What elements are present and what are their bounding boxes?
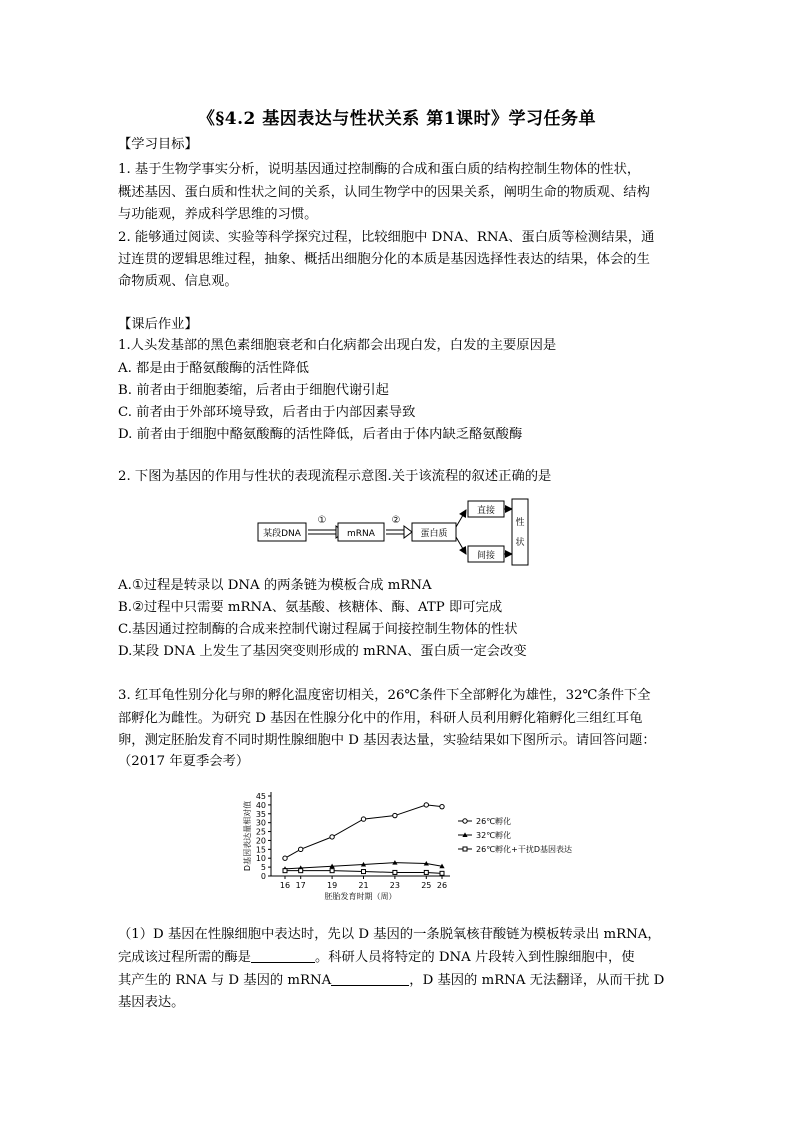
d-gene-expression-chart bbox=[238, 784, 598, 904]
answer-blank-binding[interactable] bbox=[331, 971, 409, 986]
dna-box-label: 某段DNA bbox=[263, 529, 301, 539]
data-point bbox=[361, 817, 365, 821]
q1-option-c: C. 前者由于外部环境导致，后者由于内部因素导致 bbox=[118, 405, 416, 420]
data-point bbox=[330, 835, 334, 839]
y-tick-label: 10 bbox=[255, 854, 266, 864]
data-point bbox=[393, 870, 397, 874]
y-tick-label: 20 bbox=[255, 836, 266, 846]
data-point bbox=[424, 870, 428, 874]
goals-heading: 【学习目标】 bbox=[118, 137, 198, 152]
data-point bbox=[299, 869, 303, 873]
q2-option-a: A.①过程是转录以 DNA 的两条链为模板合成 mRNA bbox=[118, 578, 432, 593]
y-axis-label: D基因表达量相对值 bbox=[243, 800, 252, 872]
page-title: 《§4.2 基因表达与性状关系 第1课时》学习任务单 bbox=[197, 109, 597, 129]
trait-label-2: 状 bbox=[515, 538, 525, 548]
goal-line: 1. 基于生物学事实分析，说明基因通过控制酶的合成和蛋白质的结构控制生物体的性状， bbox=[118, 162, 641, 177]
y-tick-label: 40 bbox=[255, 800, 266, 810]
q3-sub1-text: 完成该过程所需的酶是 bbox=[118, 950, 251, 965]
legend-label: 32℃孵化 bbox=[476, 831, 512, 840]
indirect-label: 间接 bbox=[476, 551, 496, 561]
legend-marker bbox=[463, 819, 467, 823]
y-tick-label: 0 bbox=[260, 872, 266, 881]
direct-label: 直接 bbox=[476, 506, 496, 516]
q2-stem: 2. 下图为基因的作用与性状的表现流程示意图.关于该流程的叙述正确的是 bbox=[118, 469, 552, 484]
goal-line: 与功能观，养成科学思维的习惯。 bbox=[118, 207, 318, 222]
data-point bbox=[330, 869, 334, 873]
q1-option-d: D. 前者由于细胞中酪氨酸酶的活性降低，后者由于体内缺乏酪氨酸酶 bbox=[118, 427, 523, 442]
y-tick-label: 15 bbox=[255, 845, 266, 855]
data-point bbox=[362, 870, 366, 874]
q2-option-b: B.②过程中只需要 mRNA、氨基酸、核糖体、酶、ATP 即可完成 bbox=[118, 600, 503, 615]
q3-sub1-text: 。科研人员将特定的 DNA 片段转入到性腺细胞中，使 bbox=[314, 950, 635, 965]
q3-line: 部孵化为雌性。为研究 D 基因在性腺分化中的作用，科研人员利用孵化箱孵化三组红耳龟 bbox=[118, 711, 643, 726]
trait-label-1: 性 bbox=[515, 518, 525, 528]
y-tick-label: 25 bbox=[255, 827, 266, 837]
goal-line: 2. 能够通过阅读、实验等科学探究过程，比较细胞中 DNA、RNA、蛋白质等检测结果，通 bbox=[118, 230, 655, 245]
q3-sub1-line bbox=[118, 948, 635, 968]
x-tick-label: 17 bbox=[295, 881, 306, 890]
goal-line: 概述基因、蛋白质和性状之间的关系，认同生物学中的因果关系，阐明生命的物质观、结构 bbox=[118, 185, 650, 200]
data-point bbox=[424, 803, 428, 807]
x-tick-label: 25 bbox=[421, 881, 432, 890]
y-tick-label: 35 bbox=[255, 809, 266, 819]
q3-sub1-line: （1）D 基因在性腺细胞中表达时，先以 D 基因的一条脱氧核苷酸链为模板转录出 mRNA， bbox=[118, 927, 661, 942]
q1-option-a: A. 都是由于酪氨酸酶的活性降低 bbox=[118, 361, 309, 376]
legend-label: 26℃孵化 bbox=[476, 817, 512, 826]
q2-option-d: D.某段 DNA 上发生了基因突变则形成的 mRNA、蛋白质一定会改变 bbox=[118, 644, 527, 659]
q3-line: 卵，测定胚胎发育不同时期性腺细胞中 D 基因表达量，实验结果如下图所示。请回答问题： bbox=[118, 733, 656, 748]
q3-sub1-text: 其产生的 RNA 与 D 基因的 mRNA bbox=[118, 973, 332, 988]
q3-line: 3. 红耳龟性别分化与卵的孵化温度密切相关，26℃条件下全部孵化为雄性，32℃条件下全 bbox=[118, 688, 651, 703]
protein-box-label: 蛋白质 bbox=[420, 529, 448, 539]
series-line bbox=[285, 805, 442, 858]
x-axis-label: 胚胎发育时期（周） bbox=[324, 892, 397, 901]
data-point bbox=[283, 869, 287, 873]
data-point bbox=[299, 847, 303, 851]
q3-source: （2017 年夏季会考） bbox=[118, 754, 250, 769]
y-tick-label: 5 bbox=[260, 863, 266, 873]
q3-sub1-line: 基因表达。 bbox=[118, 995, 185, 1010]
data-point bbox=[393, 813, 397, 817]
homework-heading: 【课后作业】 bbox=[118, 317, 198, 332]
step1-label: ① bbox=[317, 515, 327, 526]
q3-sub1-text: ，D 基因的 mRNA 无法翻译，从而干扰 D bbox=[409, 973, 665, 988]
x-tick-label: 21 bbox=[358, 881, 369, 890]
x-tick-label: 19 bbox=[327, 881, 338, 890]
x-tick-label: 16 bbox=[279, 881, 291, 890]
q2-option-c: C.基因通过控制酶的合成来控制代谢过程属于间接控制生物体的性状 bbox=[118, 622, 518, 637]
q3-sub1-line bbox=[118, 971, 664, 991]
q1-option-b: B. 前者由于细胞萎缩，后者由于细胞代谢引起 bbox=[118, 383, 389, 398]
legend-label: 26℃孵化+干扰D基因表达 bbox=[476, 845, 573, 854]
step2-label: ② bbox=[391, 515, 401, 526]
mrna-box-label: mRNA bbox=[347, 529, 375, 539]
x-tick-label: 23 bbox=[389, 881, 400, 890]
x-tick-label: 26 bbox=[436, 881, 448, 890]
y-tick-label: 30 bbox=[255, 818, 266, 828]
q1-stem: 1.人头发基部的黑色素细胞衰老和白化病都会出现白发，白发的主要原因是 bbox=[118, 338, 557, 353]
data-point bbox=[440, 804, 444, 808]
gene-flow-diagram bbox=[256, 497, 536, 569]
legend-marker bbox=[463, 847, 467, 851]
data-point bbox=[283, 856, 287, 860]
goal-line: 命物质观、信息观。 bbox=[118, 274, 238, 289]
y-tick-label: 45 bbox=[255, 792, 266, 801]
data-point bbox=[440, 871, 444, 875]
goal-line: 过连贯的逻辑思维过程，抽象、概括出细胞分化的本质是基因选择性表达的结果，体会的生 bbox=[118, 252, 650, 267]
answer-blank-enzyme[interactable] bbox=[251, 948, 315, 963]
